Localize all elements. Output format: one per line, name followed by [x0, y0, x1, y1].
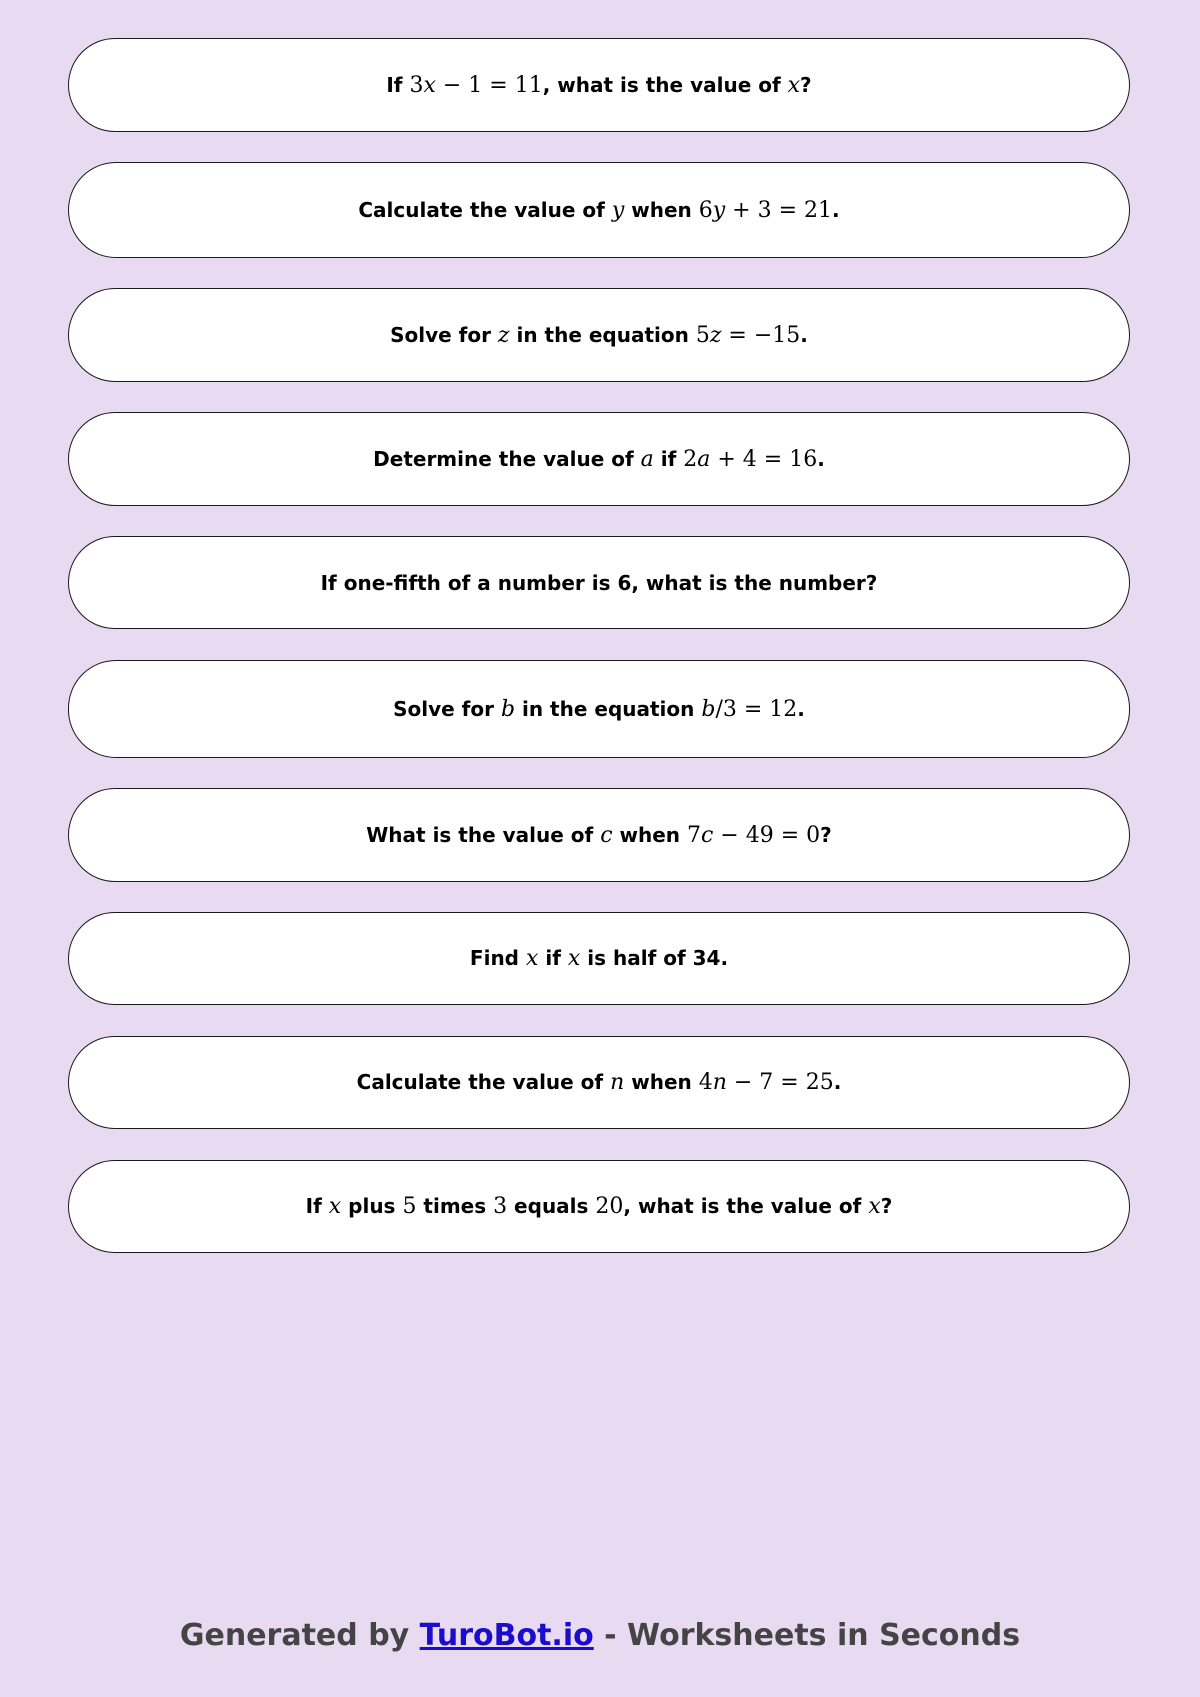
question-card-10 — [68, 1160, 1130, 1253]
question-text-3: Solve for z in the equation 5z = −15. — [390, 322, 808, 348]
question-text-10: If x plus 5 times 3 equals 20, what is the value of x? — [305, 1194, 893, 1219]
question-text-6: Solve for b in the equation b/3 = 12. — [393, 696, 805, 722]
footer — [0, 1618, 1200, 1653]
question-card-4 — [68, 412, 1130, 506]
question-card-1 — [68, 38, 1130, 132]
question-text-2: Calculate the value of y when 6y + 3 = 21. — [358, 197, 840, 223]
question-text-7: What is the value of c when 7c − 49 = 0? — [366, 822, 832, 848]
question-card-8 — [68, 912, 1130, 1005]
question-card-7 — [68, 788, 1130, 882]
question-text-4: Determine the value of a if 2a + 4 = 16. — [373, 446, 825, 472]
question-card-6 — [68, 660, 1130, 758]
footer-suffix: - Worksheets in Seconds — [593, 1618, 1021, 1653]
question-card-5 — [68, 536, 1130, 629]
footer-prefix: Generated by — [179, 1618, 420, 1653]
question-text-9: Calculate the value of n when 4n − 7 = 25. — [356, 1070, 842, 1095]
turobot-link[interactable]: TuroBot.io — [419, 1618, 594, 1653]
question-text-8: Find x if x is half of 34. — [469, 946, 729, 971]
question-text-5: If one-fifth of a number is 6, what is the number? — [320, 570, 878, 595]
question-card-3 — [68, 288, 1130, 382]
question-text-1: If 3x − 1 = 11, what is the value of x? — [386, 72, 812, 98]
question-card-9 — [68, 1036, 1130, 1129]
question-card-2 — [68, 162, 1130, 258]
